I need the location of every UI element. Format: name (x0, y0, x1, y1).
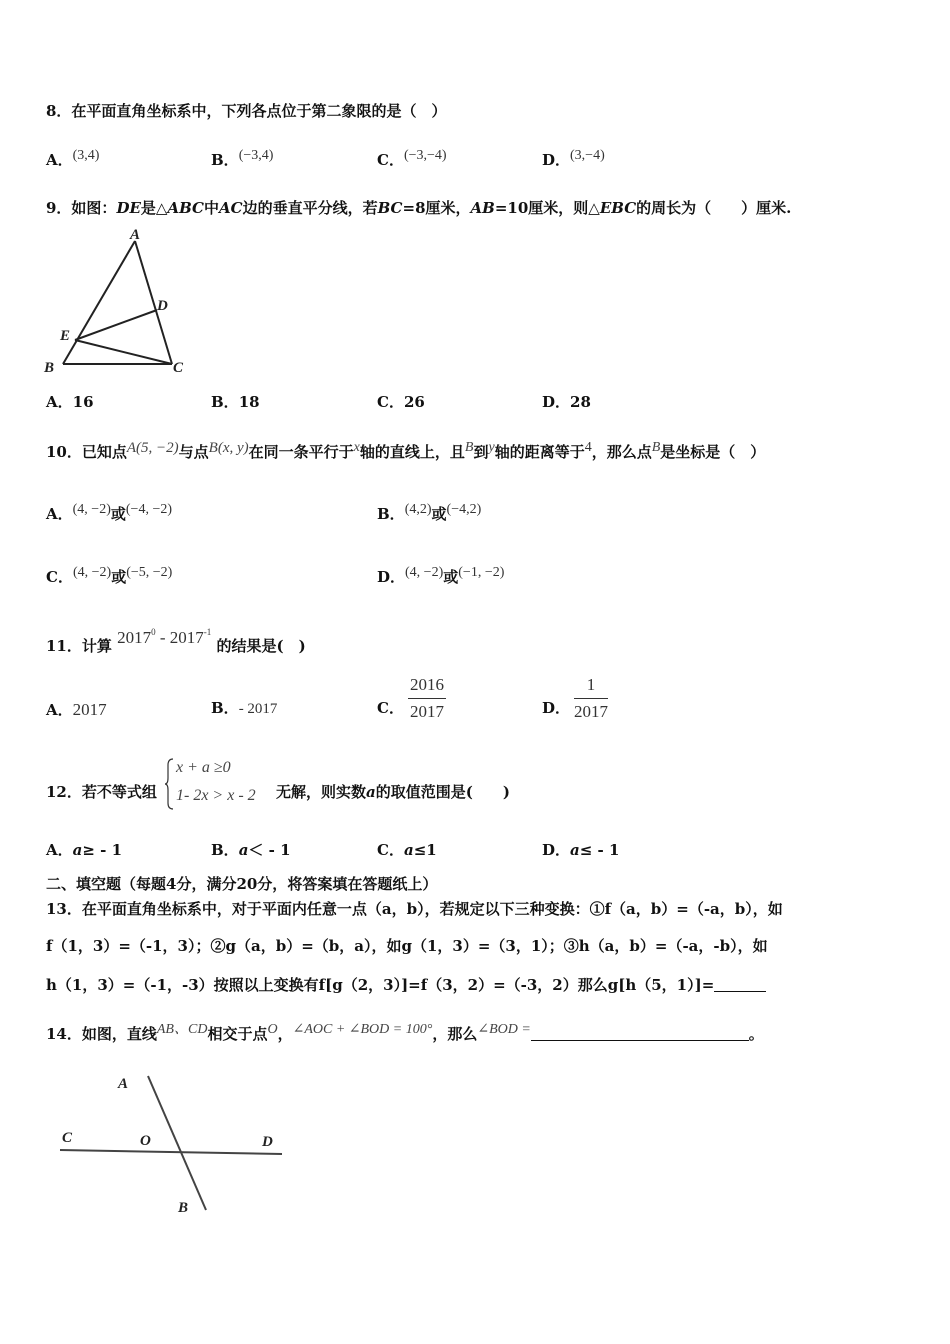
or-text: 或 (110, 505, 126, 523)
point-label-a: A (118, 1076, 129, 1092)
angle-bod: ∠BOD = (477, 1022, 531, 1037)
option-label: D． (542, 151, 571, 169)
option-label: D． (542, 393, 571, 411)
option-value: ≥ - 1 (82, 841, 123, 859)
stem-text: =10厘米，则△ (494, 199, 600, 217)
option-label: A． (46, 841, 73, 859)
option-label: D． (542, 841, 571, 859)
q9-option-a (46, 395, 94, 410)
stem-text: 是坐标是（ ） (660, 443, 766, 461)
stem-text: 轴的距离等于 (494, 443, 585, 461)
fraction-denominator: 2017 (410, 702, 444, 721)
option-value: (4, −2) (72, 502, 111, 517)
stem-text: 轴的直线上，且 (359, 443, 465, 461)
var-b: B (464, 440, 474, 455)
option-label: C． (377, 841, 404, 859)
stem-text: 11．计算 (46, 637, 112, 655)
q10-option-b (377, 503, 481, 522)
inequality-line-1: x + a ≥0 (176, 759, 231, 776)
option-value: 26 (403, 393, 425, 411)
q9-option-d (542, 395, 591, 410)
stem-text: 14．如图，直线 (46, 1025, 157, 1043)
option-value: 18 (238, 393, 260, 411)
stem-text: ，那么 (432, 1025, 478, 1043)
q11-option-d-label: D． (542, 699, 571, 717)
angle-equation: ∠AOC + ∠BOD = 100° (292, 1022, 433, 1037)
q9-triangle-figure (40, 226, 200, 381)
stem-text: 与点 (178, 443, 209, 461)
stem-text: 无解，则实数 (276, 783, 367, 801)
option-value: (3,4) (72, 148, 100, 163)
expr-base: 2017 (117, 628, 152, 647)
option-value: ≤1 (413, 841, 437, 859)
vertex-label-a: A (130, 227, 141, 243)
system-brace (165, 758, 175, 810)
option-value: - 2017 (238, 701, 278, 717)
option-label: A． (46, 505, 73, 523)
var-a: a (366, 783, 376, 801)
stem-text: 10．已知点 (46, 443, 127, 461)
point-label-d: D (262, 1134, 273, 1150)
q13-line-1: 13．在平面直角坐标系中，对于平面内任意一点（a，b），若规定以下三种变换：①f（a，b）=（-a，b），如 (46, 900, 783, 918)
option-value: (4, −2) (405, 565, 444, 580)
q11-option-c-fraction (408, 675, 446, 722)
or-text: 或 (443, 568, 459, 586)
option-label: B． (211, 393, 239, 411)
triangle-ebc: EBC (599, 199, 637, 217)
answer-blank[interactable] (714, 977, 766, 992)
option-label: B． (211, 151, 239, 169)
stem-text: ，那么点 (591, 443, 652, 461)
option-value: (−3,−4) (403, 148, 447, 163)
vertex-label-c: C (173, 360, 184, 376)
point-b: B(x, y) (208, 440, 249, 456)
q12-stem-suffix (276, 785, 510, 800)
line-cd (60, 1150, 282, 1154)
triangle-abc: ABC (167, 199, 204, 217)
q12-option-c (377, 843, 437, 858)
expr-exponent: -1 (203, 627, 212, 637)
option-var: a (72, 841, 83, 859)
option-label: B． (211, 699, 239, 717)
q11-option-d-fraction (574, 675, 608, 722)
var-b: B (651, 440, 661, 455)
stem-text: 边的垂直平分线，若 (242, 199, 378, 217)
line-ab (148, 1076, 206, 1210)
option-label: A． (46, 393, 73, 411)
option-label: C． (377, 393, 404, 411)
q11-stem (46, 628, 306, 654)
q13-line-3 (46, 977, 766, 993)
stem-text: 是△ (140, 199, 168, 217)
option-value: ＜ - 1 (248, 841, 291, 859)
q14-stem (46, 1023, 764, 1042)
option-value: ≤ - 1 (579, 841, 620, 859)
q8-option-c (377, 149, 447, 168)
q8-stem: 8．在平面直角坐标系中，下列各点位于第二象限的是（ ） (46, 102, 447, 120)
option-value: (−5, −2) (126, 565, 173, 580)
num-4: 4 (584, 440, 592, 455)
var-x: x (353, 440, 360, 455)
var-y: y (488, 440, 495, 455)
option-value: 28 (570, 393, 591, 411)
option-value: (−4,2) (446, 502, 482, 517)
inequality-line-2: 1- 2x > x - 2 (176, 787, 256, 804)
segment-bc: BC (377, 199, 403, 217)
option-var: a (238, 841, 249, 859)
expr-base: 2017 (169, 628, 204, 647)
q9-stem (46, 201, 791, 216)
option-value: 16 (72, 393, 94, 411)
point-label-c: C (62, 1130, 73, 1146)
segment-ed (75, 310, 157, 340)
vertex-label-d: D (157, 298, 168, 314)
vertex-label-e: E (60, 328, 71, 344)
q12-option-d (542, 843, 619, 858)
option-value: (4, −2) (72, 565, 112, 580)
q10-option-c (46, 566, 172, 585)
option-value: (−3,4) (238, 148, 274, 163)
q9-option-b (211, 395, 260, 410)
fraction-denominator: 2017 (574, 702, 608, 721)
q11-option-c-label: C． (377, 699, 404, 717)
fraction-numerator: 1 (586, 675, 596, 694)
q10-option-d (377, 566, 504, 585)
segment-ec (75, 340, 172, 364)
expr-minus: - (155, 628, 170, 647)
q11-option-b (211, 701, 277, 717)
option-value: (3,−4) (570, 148, 605, 163)
stem-text: 的结果是( ) (216, 637, 306, 655)
q8-option-b (211, 149, 273, 168)
stem-text: =8厘米， (402, 199, 471, 217)
stem-text: 在同一条平行于 (248, 443, 354, 461)
option-var: a (403, 841, 414, 859)
segment-ab: AB (470, 199, 495, 217)
vertex-label-b: B (44, 360, 55, 376)
segment-ac: AC (219, 199, 243, 217)
or-text: 或 (111, 568, 127, 586)
option-label: B． (377, 505, 405, 523)
stem-text: 。 (748, 1025, 764, 1043)
q12-option-b (211, 843, 291, 858)
q11-option-a (46, 701, 107, 718)
q12-option-a (46, 843, 122, 858)
lines-ab-cd: AB、CD (156, 1022, 208, 1037)
q14-intersecting-lines-figure (50, 1068, 290, 1218)
segment-de: DE (116, 199, 141, 217)
answer-blank[interactable] (531, 1026, 749, 1041)
point-label-b: B (178, 1200, 189, 1216)
q8-option-a (46, 149, 99, 168)
option-label: B． (211, 841, 239, 859)
option-label: A． (46, 151, 73, 169)
option-label: C． (377, 151, 404, 169)
q13-line-2: f（1，3）=（-1，3）；②g（a，b）=（b，a），如g（1，3）=（3，1）；③h（a，b）=（-a，-b），如 (46, 937, 768, 955)
option-label: A． (46, 701, 73, 719)
q10-stem (46, 441, 765, 460)
point-a: A(5, −2) (126, 440, 179, 456)
option-var: a (570, 841, 580, 859)
point-o: O (267, 1022, 278, 1037)
stem-text: 的周长为（ ）厘米. (636, 199, 792, 217)
option-label: D． (377, 568, 406, 586)
point-label-o: O (140, 1133, 151, 1149)
stem-text: 的取值范围是( ) (375, 783, 510, 801)
fraction-numerator: 2016 (410, 675, 444, 694)
option-value: (−1, −2) (458, 565, 505, 580)
option-label: C． (46, 568, 73, 586)
stem-text: ， (277, 1025, 293, 1043)
expr-exponent: 0 (151, 627, 156, 637)
option-value: (4,2) (404, 502, 432, 517)
stem-text: 中 (203, 199, 219, 217)
q12-stem-prefix: 12．若不等式组 (46, 783, 157, 801)
option-value: 2017 (72, 700, 107, 719)
stem-text: 9．如图： (46, 199, 117, 217)
expression (117, 628, 211, 647)
or-text: 或 (431, 505, 447, 523)
stem-text: h（1，3）=（-1，-3）按照以上变换有f[g（2，3）]=f（3，2）=（-3，2）那么g[h（5，1）]= (46, 976, 715, 994)
q10-option-a (46, 503, 172, 522)
stem-text: 到 (473, 443, 489, 461)
q9-option-c (377, 395, 425, 410)
option-value: (−4, −2) (125, 502, 173, 517)
q8-option-d (542, 149, 605, 168)
section-2-title: 二、填空题（每题4分，满分20分，将答案填在答题纸上） (46, 875, 438, 893)
stem-text: 相交于点 (207, 1025, 268, 1043)
